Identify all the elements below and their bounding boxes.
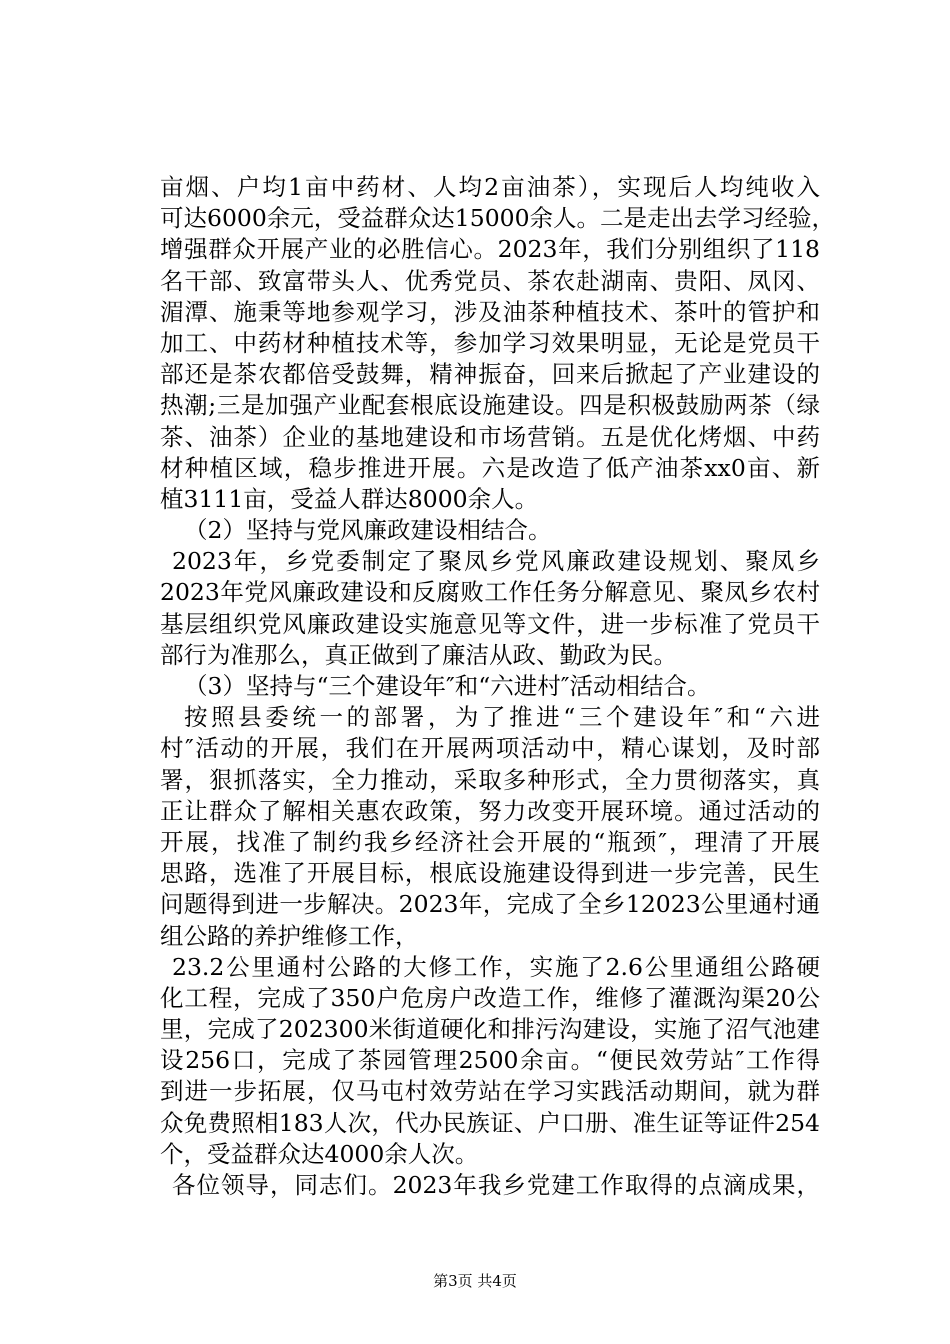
text-line-7: 部还是茶农都倍受鼓舞，精神振奋，回来后掀起了产业建设的 — [160, 360, 820, 389]
text-line-9: 茶、油茶）企业的基地建设和市场营销。五是优化烤烟、中药 — [160, 422, 820, 451]
text-line-14: 2023年党风廉政建设和反腐败工作任务分解意见、聚凤乡农村 — [160, 578, 820, 607]
text-line-29: 设256口，完成了茶园管理2500余亩。“便民效劳站″工作得 — [160, 1046, 820, 1075]
text-line-3: 增强群众开展产业的必胜信心。2023年，我们分别组织了118 — [160, 235, 820, 264]
text-line-13: 2023年，乡党委制定了聚凤乡党风廉政建设规划、聚凤乡 — [172, 547, 820, 576]
text-line-27: 化工程，完成了350户危房户改造工作，维修了灌溉沟渠20公 — [160, 983, 820, 1012]
page-footer — [0, 1270, 950, 1291]
text-line-1: 亩烟、户均1亩中药材、人均2亩油茶），实现后人均纯收入 — [160, 173, 820, 201]
text-line-26: 23.2公里通村公路的大修工作，实施了2.6公里通组公路硬 — [172, 952, 820, 981]
text-line-10: 材种植区域，稳步推进开展。六是改造了低产油茶xx0亩、新 — [160, 453, 820, 482]
text-line-24: 问题得到进一步解决。2023年，完成了全乡12023公里通村通 — [160, 890, 820, 919]
section-heading-3: （3）坚持与“三个建设年″和“六进村″活动相结合。 — [184, 672, 711, 700]
text-line-2: 可达6000余元，受益群众达15000余人。二是走出去学习经验， — [160, 204, 836, 233]
document-body — [160, 172, 836, 1201]
text-line-4: 名干部、致富带头人、优秀党员、茶农赴湖南、贵阳、凤冈、 — [160, 266, 820, 295]
text-line-25: 组公路的养护维修工作， — [160, 921, 419, 950]
text-line-31: 众免费照相183人次，代办民族证、户口册、准生证等证件254 — [160, 1108, 820, 1137]
text-line-32: 个，受益群众达4000余人次。 — [160, 1139, 479, 1168]
text-line-22: 开展，找准了制约我乡经济社会开展的“瓶颈″，理清了开展 — [160, 827, 820, 856]
text-line-11: 植3111亩，受益人群达8000余人。 — [160, 484, 539, 513]
text-line-8: 热潮;三是加强产业配套根底设施建设。四是积极鼓励两茶（绿 — [160, 391, 820, 420]
text-line-30: 到进一步拓展，仅马屯村效劳站在学习实践活动期间，就为群 — [160, 1077, 820, 1106]
text-line-21: 正让群众了解相关惠农政策，努力改变开展环境。通过活动的 — [160, 796, 820, 825]
text-line-16: 部行为准那么，真正做到了廉洁从政、勤政为民。 — [160, 640, 677, 669]
text-line-5: 湄潭、施秉等地参观学习，涉及油茶种植技术、茶叶的管护和 — [160, 297, 820, 326]
text-line-15: 基层组织党风廉政建设实施意见等文件，进一步标准了党员干 — [160, 609, 820, 638]
text-line-20: 署，狠抓落实，全力推动，采取多种形式，全力贯彻落实，真 — [160, 765, 820, 794]
text-line-6: 加工、中药材种植技术等，参加学习效果明显，无论是党员干 — [160, 328, 820, 357]
section-heading-2: （2）坚持与党风廉政建设相结合。 — [184, 516, 552, 545]
text-line-28: 里，完成了202300米街道硬化和排污沟建设，实施了沼气池建 — [160, 1015, 820, 1044]
text-line-19: 村″活动的开展，我们在开展两项活动中，精心谋划，及时部 — [160, 734, 820, 763]
page-number-label: 第3页 共4页 — [433, 1272, 517, 1290]
text-line-18: 按照县委统一的部署，为了推进“三个建设年″和“六进 — [184, 703, 820, 732]
text-line-23: 思路，选准了开展目标，根底设施建设得到进一步完善，民生 — [160, 859, 820, 888]
text-line-33: 各位领导，同志们。2023年我乡党建工作取得的点滴成果， — [172, 1171, 820, 1199]
